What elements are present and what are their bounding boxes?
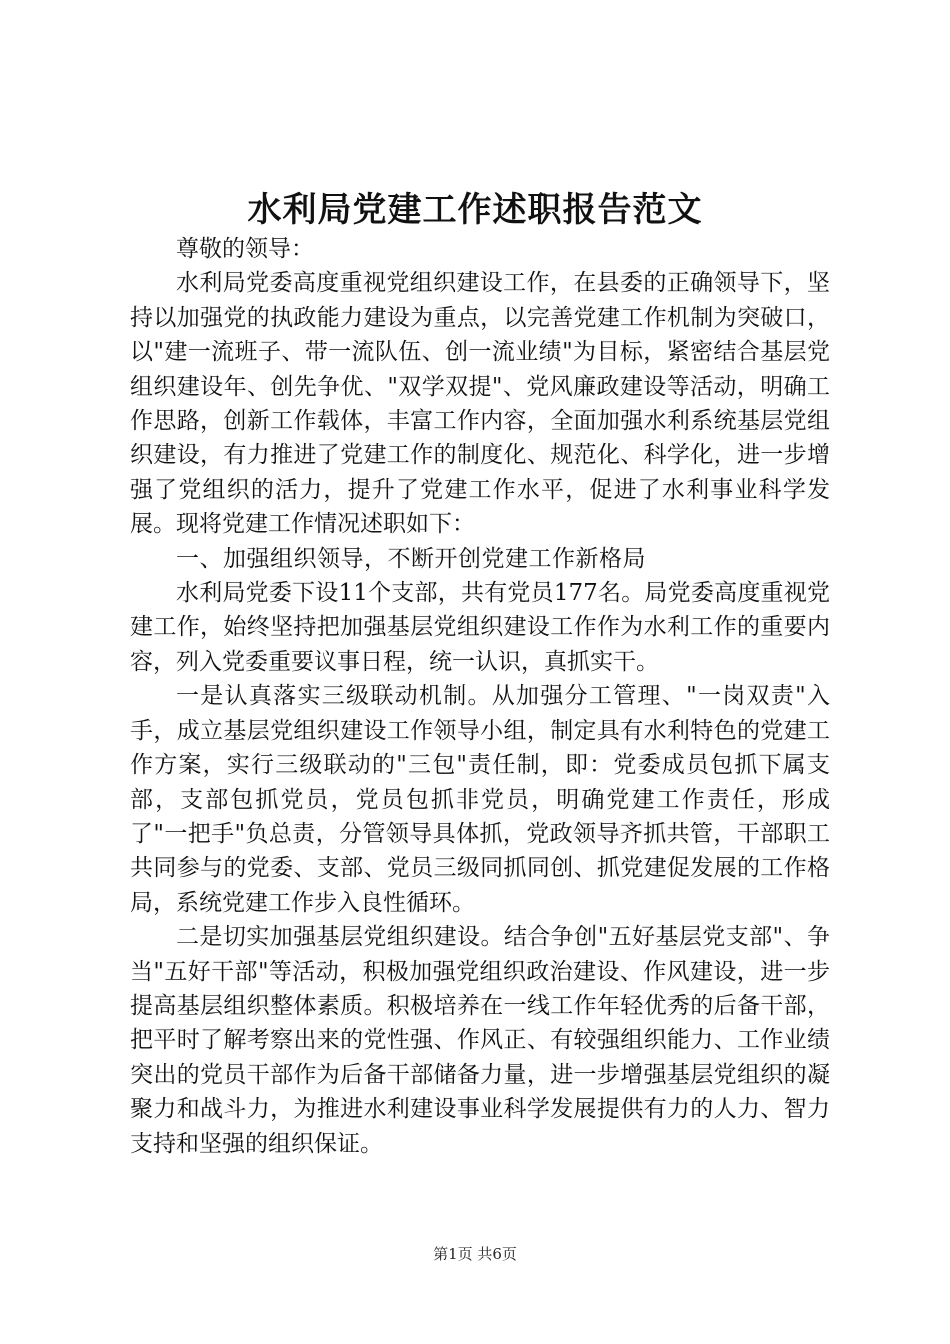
- document-title: 水利局党建工作述职报告范文: [247, 190, 703, 230]
- section-1-paragraph: 水利局党委下设11个支部，共有党员177名。局党委高度重视党建工作，始终坚持把加强基层党组织建设工作作为水利工作的重要内容，列入党委重要议事日程，统一认识，真抓实干。: [130, 580, 830, 675]
- point-2-paragraph: 二是切实加强基层党组织建设。结合争创"五好基层党支部"、争当"五好干部"等活动，积极加强党组织政治建设、作风建设，进一步提高基层组织整体素质。积极培养在一线工作年轻优秀的后备干部，把平时了解考察出来的党性强、作风正、有较强组织能力、工作业绩突出的党员干部作为后备干部储备力量，进一步增强基层党组织的凝聚力和战斗力，为推进水利建设事业科学发展提供有力的人力、智力支持和坚强的组织保证。: [130, 924, 830, 1157]
- page-footer: 第1页 共6页: [433, 1245, 517, 1263]
- document-body: [130, 232, 830, 1161]
- section-heading-1: 一、加强组织领导，不断开创党建工作新格局: [176, 545, 646, 572]
- salutation: 尊敬的领导：: [176, 236, 314, 262]
- point-1-paragraph: 一是认真落实三级联动机制。从加强分工管理、"一岗双责"入手，成立基层党组织建设工作领导小组，制定具有水利特色的党建工作方案，实行三级联动的"三包"责任制，即：党委成员包抓下属支部，支部包抓党员，党员包抓非党员，明确党建工作责任，形成了"一把手"负总责，分管领导具体抓，党政领导齐抓共管，干部职工共同参与的党委、支部、党员三级同抓同创、抓党建促发展的工作格局，系统党建工作步入良性循环。: [130, 683, 830, 916]
- intro-paragraph: 水利局党委高度重视党组织建设工作，在县委的正确领导下，坚持以加强党的执政能力建设为重点，以完善党建工作机制为突破口，以"建一流班子、带一流队伍、创一流业绩"为目标，紧密结合基层党组织建设年、创先争优、"双学双提"、党风廉政建设等活动，明确工作思路，创新工作载体，丰富工作内容，全面加强水利系统基层党组织建设，有力推进了党建工作的制度化、规范化、科学化，进一步增强了党组织的活力，提升了党建工作水平，促进了水利事业科学发展。现将党建工作情况述职如下：: [130, 270, 830, 538]
